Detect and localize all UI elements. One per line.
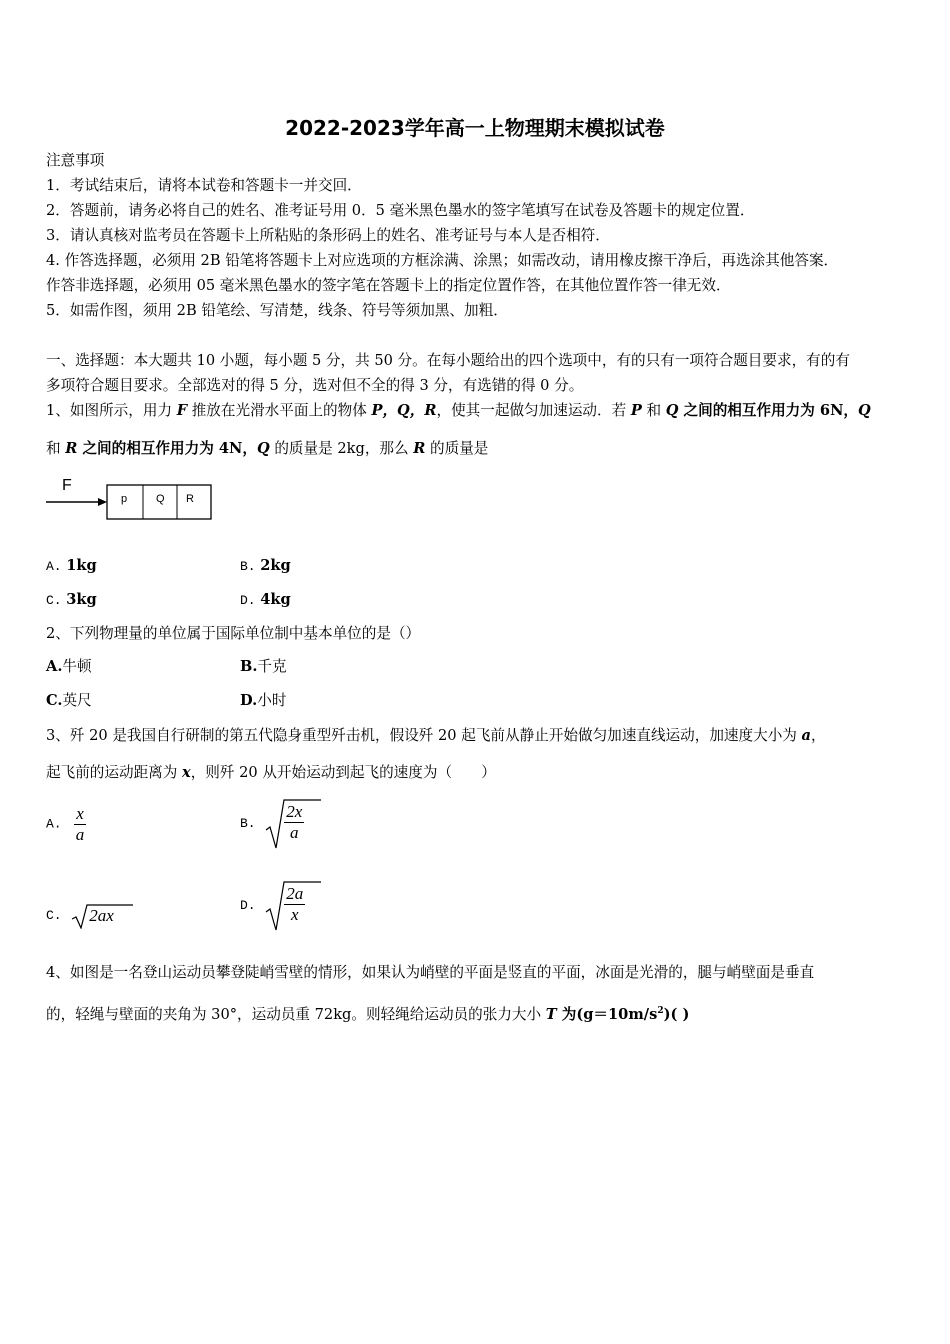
option-label: D. bbox=[240, 593, 256, 608]
q3-option-d[interactable] bbox=[240, 880, 322, 932]
fraction-numerator: 2a bbox=[286, 884, 304, 903]
force-label: F bbox=[62, 477, 72, 494]
q1-text: 1、如图所示，用力 bbox=[46, 402, 177, 419]
sqrt-2ax bbox=[70, 903, 134, 929]
q3-option-b[interactable] bbox=[240, 798, 322, 850]
fraction-x-over-a bbox=[74, 804, 86, 845]
notes-heading: 注意事项 bbox=[46, 152, 105, 169]
q1-var-Q: Q bbox=[665, 402, 679, 419]
q1-text: 的质量是 2kg，那么 bbox=[269, 440, 414, 457]
sqrt-2x-over-a bbox=[264, 798, 322, 850]
option-text: 牛顿 bbox=[62, 658, 92, 675]
option-text: 2kg bbox=[260, 557, 291, 574]
sqrt-radicand: 2ax bbox=[89, 906, 114, 925]
option-label: C. bbox=[46, 593, 62, 608]
q1-option-c[interactable] bbox=[46, 591, 97, 610]
q3-text: ， bbox=[811, 727, 826, 744]
q1-var-Q: Q bbox=[858, 402, 871, 419]
q1-var-R: R bbox=[65, 440, 78, 457]
q1-text: 和 bbox=[46, 440, 66, 457]
note-item: 2．答题前，请务必将自己的姓名、准考证号用 0．5 毫米黑色墨水的签字笔填写在试卷及答题卡的规定位置． bbox=[46, 202, 755, 219]
q4-stem-line2 bbox=[46, 1002, 689, 1024]
fraction-denominator: x bbox=[290, 905, 299, 924]
option-label: A. bbox=[46, 816, 62, 832]
q1-var-P: P bbox=[630, 402, 642, 419]
q1-var-PQR: P，Q，R bbox=[371, 402, 437, 419]
sqrt-radical-icon bbox=[264, 798, 322, 850]
q1-text: 之间的相互作用力为 6N， bbox=[678, 402, 859, 419]
q2-option-b[interactable] bbox=[240, 658, 287, 676]
block-q-label: Q bbox=[156, 493, 165, 505]
option-text: 千克 bbox=[257, 658, 287, 675]
section-instructions-line: 一、选择题：本大题共 10 小题，每小题 5 分，共 50 分。在每小题给出的四个选项中，有的只有一项符合题目要求，有的有 bbox=[46, 352, 850, 369]
block-p-label: p bbox=[121, 493, 128, 505]
q4-stem-line1: 4、如图是一名登山运动员攀登陡峭雪壁的情形，如果认为峭壁的平面是竖直的平面，冰面是光滑的，腿与峭壁面是垂直 bbox=[46, 964, 815, 981]
q1-stem-line1 bbox=[46, 402, 871, 420]
option-label: B. bbox=[240, 658, 258, 675]
q4-text: 的，轻绳与壁面的夹角为 30°，运动员重 72kg。则轻绳给运动员的张力大小 bbox=[46, 1005, 546, 1023]
q2-option-c[interactable] bbox=[46, 692, 92, 710]
option-text: 1kg bbox=[66, 557, 97, 574]
q3-text: 3、歼 20 是我国自行研制的第五代隐身重型歼击机，假设歼 20 起飞前从静止开始做匀加速直线运动，加速度大小为 bbox=[46, 727, 802, 744]
q1-force-diagram bbox=[44, 474, 216, 524]
q4-text: )( ) bbox=[663, 1005, 690, 1023]
q2-option-d[interactable] bbox=[240, 692, 286, 710]
page-title: 2022-2023学年高一上物理期末模拟试卷 bbox=[285, 116, 665, 140]
option-text: 4kg bbox=[260, 591, 291, 608]
option-text: 英尺 bbox=[62, 692, 92, 709]
option-label: C. bbox=[46, 692, 63, 709]
q3-var-a: a bbox=[801, 727, 811, 744]
q4-superscript: 2 bbox=[657, 1006, 664, 1016]
q1-var-R: R bbox=[413, 440, 426, 457]
q3-var-x: x bbox=[181, 764, 191, 781]
q3-text: ，则歼 20 从开始运动到起飞的速度为（ ） bbox=[190, 764, 496, 781]
sqrt-2a-over-x bbox=[264, 880, 322, 932]
option-text: 小时 bbox=[257, 692, 287, 709]
fraction-numerator: 2x bbox=[286, 802, 303, 821]
q1-text: ，使其一起做匀加速运动．若 bbox=[436, 402, 631, 419]
note-item: 作答非选择题，必须用 05 毫米黑色墨水的签字笔在答题卡上的指定位置作答，在其他位置作答一律无效． bbox=[46, 277, 731, 294]
q3-stem-line2 bbox=[46, 764, 496, 782]
option-label: A. bbox=[46, 658, 63, 675]
fraction-numerator: x bbox=[76, 804, 84, 823]
q1-text: 的质量是 bbox=[425, 440, 489, 457]
q1-option-a[interactable] bbox=[46, 557, 97, 576]
block-r-label: R bbox=[186, 493, 194, 505]
option-label: C. bbox=[46, 908, 62, 923]
q1-text: 之间的相互作用力为 4N， bbox=[77, 440, 257, 457]
q2-stem: 2、下列物理量的单位属于国际单位制中基本单位的是（） bbox=[46, 625, 421, 642]
q4-text: 为(g＝10m/s bbox=[556, 1005, 658, 1023]
q4-var-T: T bbox=[545, 1005, 557, 1023]
q2-option-a[interactable] bbox=[46, 658, 92, 676]
q3-stem-line1 bbox=[46, 727, 826, 745]
note-item: 4. 作答选择题，必须用 2B 铅笔将答题卡上对应选项的方框涂满、涂黑；如需改动，请用橡皮擦干净后，再选涂其他答案． bbox=[46, 252, 839, 269]
fraction-denominator: a bbox=[290, 823, 299, 842]
q1-text: 和 bbox=[641, 402, 666, 419]
section-instructions-line: 多项符合题目要求。全部选对的得 5 分，选对但不全的得 3 分，有选错的得 0 分。 bbox=[46, 377, 584, 394]
note-item: 5．如需作图，须用 2B 铅笔绘、写清楚，线条、符号等须加黑、加粗． bbox=[46, 302, 508, 319]
q1-text: 推放在光滑水平面上的物体 bbox=[187, 402, 372, 419]
note-item: 3．请认真核对监考员在答题卡上所粘贴的条形码上的姓名、准考证号与本人是否相符． bbox=[46, 227, 610, 244]
option-label: B. bbox=[240, 816, 256, 831]
q3-option-a[interactable] bbox=[46, 804, 86, 845]
q3-text: 起飞前的运动距离为 bbox=[46, 764, 182, 781]
q1-option-b[interactable] bbox=[240, 557, 291, 576]
q1-var-F: F bbox=[176, 402, 188, 419]
sqrt-radical-icon bbox=[264, 880, 322, 932]
q3-option-c[interactable] bbox=[46, 903, 134, 929]
option-label: A. bbox=[46, 559, 62, 574]
fraction-denominator: a bbox=[75, 825, 85, 844]
option-label: B. bbox=[240, 559, 256, 574]
option-label: D. bbox=[240, 692, 258, 709]
note-item: 1．考试结束后，请将本试卷和答题卡一并交回． bbox=[46, 177, 362, 194]
option-label: D. bbox=[240, 898, 256, 913]
option-text: 3kg bbox=[66, 591, 97, 608]
q1-option-d[interactable] bbox=[240, 591, 291, 610]
q1-var-Q: Q bbox=[256, 440, 270, 457]
force-arrow-head bbox=[98, 498, 107, 506]
q1-stem-line2 bbox=[46, 440, 488, 458]
